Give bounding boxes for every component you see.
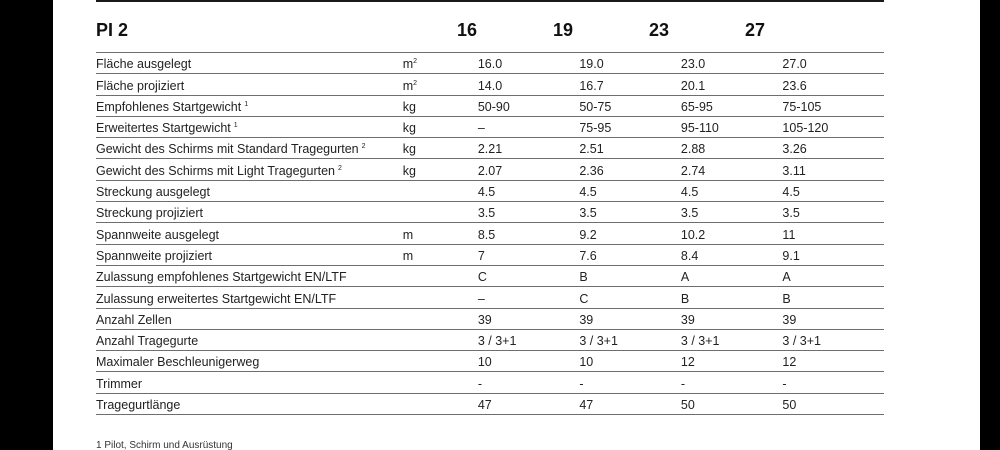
unit: m xyxy=(402,78,414,93)
value-cell: 39 xyxy=(579,308,681,329)
table-row xyxy=(96,159,884,180)
value-cell: 4.5 xyxy=(579,180,681,201)
value-cell: 3 / 3+1 xyxy=(478,329,580,350)
unit-cell xyxy=(403,308,478,329)
row-label-cell xyxy=(96,116,403,137)
table-row xyxy=(96,180,884,201)
footnote: 1 Pilot, Schirm und Ausrüstung xyxy=(96,440,233,450)
value-cell: 2.21 xyxy=(478,138,580,159)
value-cell: 9.1 xyxy=(782,244,884,265)
row-label-cell xyxy=(96,95,403,116)
value-cell: C xyxy=(478,265,580,286)
row-label: Gewicht des Schirms mit Standard Tragegurten xyxy=(96,142,359,157)
value-cell: B xyxy=(782,287,884,308)
row-label-cell xyxy=(96,393,403,414)
value-cell: 10.2 xyxy=(681,223,783,244)
value-cell: 8.4 xyxy=(681,244,783,265)
value-cell: 7.6 xyxy=(579,244,681,265)
table-row xyxy=(96,53,884,74)
value-cell: 3.5 xyxy=(782,202,884,223)
value-cell: 27.0 xyxy=(782,53,884,74)
unit-exponent: 2 xyxy=(413,58,418,66)
spec-table xyxy=(96,52,884,415)
table-row xyxy=(96,265,884,286)
row-label: Gewicht des Schirms mit Light Tragegurten xyxy=(96,163,335,178)
unit-cell xyxy=(403,202,478,223)
unit: m xyxy=(402,227,414,242)
row-label: Spannweite ausgelegt xyxy=(96,227,220,242)
table-row xyxy=(96,287,884,308)
value-cell: – xyxy=(478,116,580,137)
model-title: PI 2 xyxy=(96,20,129,40)
unit-cell xyxy=(403,329,478,350)
value-cell: 20.1 xyxy=(681,74,783,95)
unit-cell xyxy=(403,265,478,286)
unit-cell xyxy=(403,244,478,265)
value-cell: 3 / 3+1 xyxy=(681,329,783,350)
value-cell: 8.5 xyxy=(478,223,580,244)
value-cell: – xyxy=(478,287,580,308)
value-cell: 23.6 xyxy=(782,74,884,95)
value-cell: 7 xyxy=(478,244,580,265)
unit-cell xyxy=(403,223,478,244)
unit-cell xyxy=(403,116,478,137)
unit-cell xyxy=(403,287,478,308)
value-cell: 23.0 xyxy=(681,53,783,74)
value-cell: 12 xyxy=(681,351,783,372)
row-label: Streckung projiziert xyxy=(96,206,203,221)
table-row xyxy=(96,95,884,116)
value-cell: - xyxy=(478,372,580,393)
value-cell: 10 xyxy=(478,351,580,372)
value-cell: 14.0 xyxy=(478,74,580,95)
row-label-cell xyxy=(96,53,403,74)
table-row xyxy=(96,202,884,223)
value-cell: 3.11 xyxy=(782,159,884,180)
value-cell: 2.88 xyxy=(681,138,783,159)
unit-cell xyxy=(403,53,478,74)
value-cell: A xyxy=(681,265,783,286)
value-cell: 10 xyxy=(579,351,681,372)
size-heading: 16 xyxy=(457,20,478,40)
table-row xyxy=(96,329,884,350)
unit: kg xyxy=(402,99,416,114)
unit: m xyxy=(402,248,414,263)
row-label: Fläche projiziert xyxy=(96,78,185,93)
value-cell: 3 / 3+1 xyxy=(782,329,884,350)
row-label-cell xyxy=(96,329,403,350)
value-cell: A xyxy=(782,265,884,286)
unit-exponent: 2 xyxy=(413,79,418,87)
value-cell: 9.2 xyxy=(579,223,681,244)
value-cell: 19.0 xyxy=(579,53,681,74)
footnote-marker: 1 xyxy=(244,100,249,108)
row-label: Streckung ausgelegt xyxy=(96,185,210,200)
table-row xyxy=(96,372,884,393)
value-cell: 39 xyxy=(782,308,884,329)
unit: m xyxy=(402,57,414,72)
row-label-cell xyxy=(96,159,403,180)
table-row xyxy=(96,308,884,329)
value-cell: 65-95 xyxy=(681,95,783,116)
value-cell: 11 xyxy=(782,223,884,244)
row-label: Zulassung erweitertes Startgewicht EN/LTF xyxy=(96,291,337,306)
value-cell: 75-105 xyxy=(782,95,884,116)
value-cell: 50 xyxy=(681,393,783,414)
row-label-cell xyxy=(96,202,403,223)
footnote-marker: 2 xyxy=(338,164,342,172)
row-label-cell xyxy=(96,138,403,159)
table-row xyxy=(96,138,884,159)
value-cell: B xyxy=(579,265,681,286)
table-row xyxy=(96,74,884,95)
unit-cell xyxy=(403,351,478,372)
table-row xyxy=(96,393,884,414)
value-cell: 4.5 xyxy=(681,180,783,201)
row-label-cell xyxy=(96,287,403,308)
value-cell: 50 xyxy=(782,393,884,414)
row-label-cell xyxy=(96,308,403,329)
table-row xyxy=(96,244,884,265)
row-label: Zulassung empfohlenes Startgewicht EN/LTF xyxy=(96,270,347,285)
value-cell: 3.5 xyxy=(579,202,681,223)
unit: kg xyxy=(402,121,416,136)
value-cell: 47 xyxy=(579,393,681,414)
row-label: Anzahl Zellen xyxy=(96,312,172,327)
unit-cell xyxy=(403,372,478,393)
value-cell: 16.7 xyxy=(579,74,681,95)
value-cell: 95-110 xyxy=(681,116,783,137)
unit-cell xyxy=(403,74,478,95)
value-cell: 50-75 xyxy=(579,95,681,116)
row-label-cell xyxy=(96,265,403,286)
unit: kg xyxy=(402,163,416,178)
row-label-cell xyxy=(96,372,403,393)
table-row xyxy=(96,116,884,137)
unit-cell xyxy=(403,180,478,201)
value-cell: - xyxy=(782,372,884,393)
spec-sheet-page xyxy=(53,0,980,450)
row-label: Trimmer xyxy=(96,376,143,391)
row-label-cell xyxy=(96,244,403,265)
size-heading: 27 xyxy=(745,20,766,40)
value-cell: 12 xyxy=(782,351,884,372)
row-label: Maximaler Beschleunigerweg xyxy=(96,355,260,370)
value-cell: 2.74 xyxy=(681,159,783,180)
value-cell: 4.5 xyxy=(478,180,580,201)
footnote-marker: 1 xyxy=(233,122,238,130)
value-cell: B xyxy=(681,287,783,308)
value-cell: 39 xyxy=(478,308,580,329)
table-row xyxy=(96,223,884,244)
row-label-cell xyxy=(96,74,403,95)
value-cell: 2.51 xyxy=(579,138,681,159)
value-cell: 2.36 xyxy=(579,159,681,180)
row-label-cell xyxy=(96,180,403,201)
unit-cell xyxy=(403,159,478,180)
value-cell: - xyxy=(681,372,783,393)
unit-cell xyxy=(403,138,478,159)
size-heading: 19 xyxy=(553,20,574,40)
row-label-cell xyxy=(96,351,403,372)
unit-cell xyxy=(403,95,478,116)
row-label: Fläche ausgelegt xyxy=(96,57,192,72)
value-cell: 16.0 xyxy=(478,53,580,74)
value-cell: - xyxy=(579,372,681,393)
unit-cell xyxy=(403,393,478,414)
value-cell: C xyxy=(579,287,681,308)
row-label: Erweitertes Startgewicht xyxy=(96,121,231,136)
table-row xyxy=(96,351,884,372)
table-header xyxy=(96,20,884,44)
value-cell: 3.5 xyxy=(478,202,580,223)
value-cell: 39 xyxy=(681,308,783,329)
value-cell: 3.5 xyxy=(681,202,783,223)
row-label: Anzahl Tragegurte xyxy=(96,334,199,349)
value-cell: 105-120 xyxy=(782,116,884,137)
size-heading: 23 xyxy=(649,20,670,40)
value-cell: 50-90 xyxy=(478,95,580,116)
row-label: Tragegurtlänge xyxy=(96,398,181,413)
value-cell: 3 / 3+1 xyxy=(579,329,681,350)
row-label-cell xyxy=(96,223,403,244)
value-cell: 3.26 xyxy=(782,138,884,159)
value-cell: 75-95 xyxy=(579,116,681,137)
footnote-marker: 2 xyxy=(361,143,366,151)
top-divider xyxy=(96,0,884,2)
value-cell: 47 xyxy=(478,393,580,414)
unit: kg xyxy=(402,142,416,157)
value-cell: 4.5 xyxy=(782,180,884,201)
value-cell: 2.07 xyxy=(478,159,580,180)
row-label: Empfohlenes Startgewicht xyxy=(96,99,242,114)
row-label: Spannweite projiziert xyxy=(96,248,213,263)
